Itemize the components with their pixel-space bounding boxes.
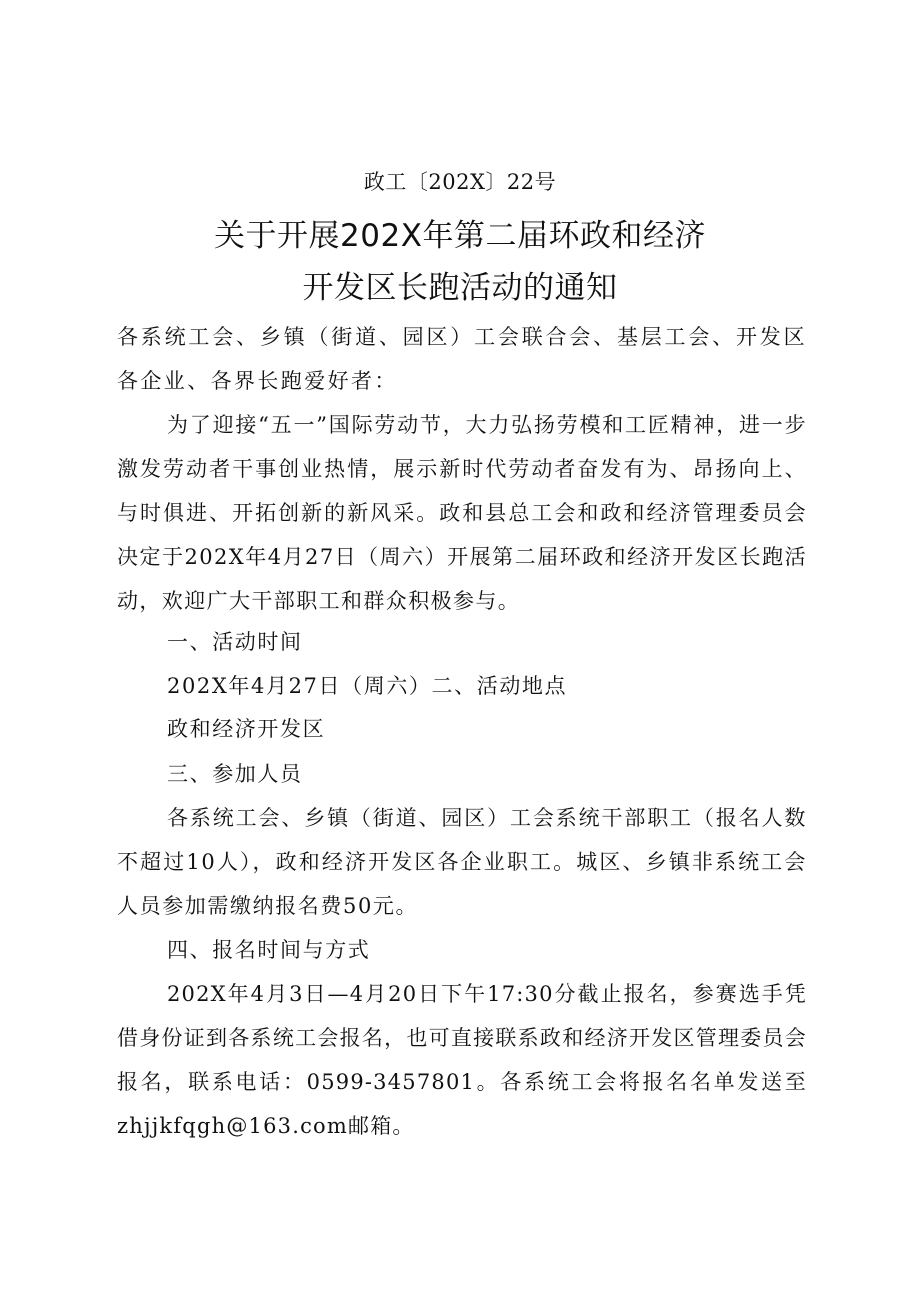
participants-paragraph: 各系统工会、乡镇（街道、园区）工会系统干部职工（报名人数不超过10人），政和经济开发区各企业职工。城区、乡镇非系统工会人员参加需缴纳报名费50元。: [117, 806, 807, 918]
section-heading-activity-time: 一、活动时间: [167, 630, 303, 654]
section-heading-activity-location: 二、活动地点: [431, 674, 568, 698]
activity-time-row: [167, 664, 567, 708]
activity-time-value: 202X年4月27日（周六）: [167, 674, 432, 698]
document-title-line-1: 关于开展202X年第二届环政和经济: [214, 218, 706, 254]
section-heading-participants: 三、参加人员: [167, 762, 303, 786]
registration-paragraph: 202X年4月3日—4月20日下午17:30分截止报名，参赛选手凭借身份证到各系统工会报名，也可直接联系政和经济开发区管理委员会报名，联系电话：0599-3457801。各系统工会将报名名单发送至zhjjkfqgh@163.com邮箱。: [117, 982, 807, 1138]
activity-location-value: 政和经济开发区: [167, 717, 326, 741]
section-heading-registration: 四、报名时间与方式: [167, 938, 371, 962]
document-title-line-2: 开发区长跑活动的通知: [302, 270, 618, 306]
salutation: 各系统工会、乡镇（街道、园区）工会联合会、基层工会、开发区各企业、各界长跑爱好者：: [117, 325, 807, 393]
intro-paragraph: 为了迎接“五一”国际劳动节，大力弘扬劳模和工匠精神，进一步激发劳动者干事创业热情，展示新时代劳动者奋发有为、昂扬向上、与时俱进、开拓创新的新风采。政和县总工会和政和经济管理委员会决定于202X年4月27日（周六）开展第二届环政和经济开发区长跑活动，欢迎广大干部职工和群众积极参与。: [117, 413, 807, 613]
document-number: 政工〔202X〕22号: [363, 170, 557, 194]
